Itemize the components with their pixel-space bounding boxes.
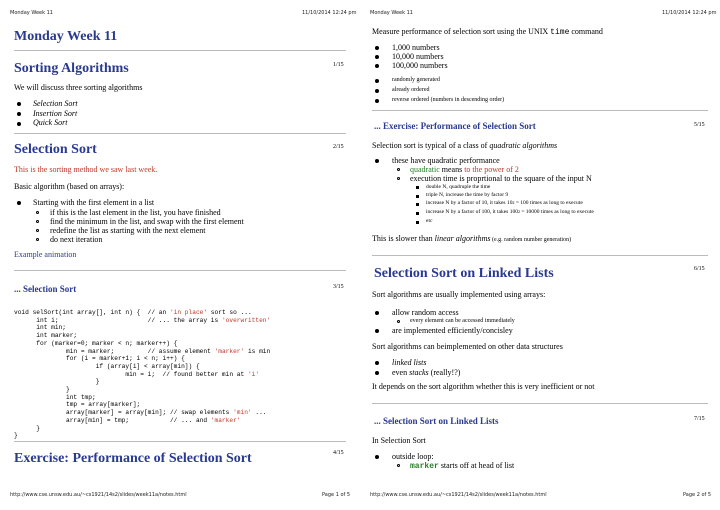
code-line: min = i; // found better min at 'i': [14, 370, 260, 378]
slide-title: Selection Sort on Linked Lists: [374, 266, 554, 281]
bullet: [375, 455, 379, 459]
example-animation-link[interactable]: Example animation: [14, 250, 77, 259]
measure-cmd: time: [550, 28, 570, 37]
sub-bullet: [36, 238, 39, 241]
sub-bullet: [397, 177, 400, 180]
slower-post: (e.g. random number generation): [490, 237, 572, 243]
sub-bullet: [397, 168, 400, 171]
list-item: if this is the last element in the list, you have finished: [50, 208, 221, 217]
list-item: [426, 201, 583, 207]
code-line: array[min] = tmp; // ... and 'marker': [14, 416, 241, 424]
list-item: outside loop:: [392, 452, 434, 461]
list-item: double N, quadruple the time: [426, 184, 491, 190]
code-line: void selSort(int array[], int n) { // an 'in place' sort so ...: [14, 309, 252, 316]
bullet: [17, 112, 21, 116]
slide-number: 4/15: [333, 450, 344, 456]
list-item: every element can be accessed immediately: [410, 318, 515, 324]
list-item: [410, 462, 514, 471]
code-line: min = marker; // assume element 'marker' is min: [14, 347, 271, 355]
quad-red: to the power of 2: [464, 165, 519, 174]
bullet: [17, 201, 21, 205]
list-item: [426, 210, 594, 216]
list-item: 1,000 numbers: [392, 43, 440, 52]
superscript: 2: [512, 200, 515, 205]
bullet: [17, 102, 21, 106]
slower-text: [372, 235, 571, 243]
even-em: stacks: [409, 368, 429, 377]
slide-number: 2/15: [333, 144, 344, 150]
footer-page: Page 2 of 5: [683, 492, 712, 498]
usual-text: Sort algorithms are usually implemented using arrays:: [372, 290, 546, 299]
divider: [372, 403, 708, 404]
list-item: 100,000 numbers: [392, 61, 448, 70]
header-date: 11/10/2014 12:24 pm: [662, 10, 717, 16]
list-item: randomly generated: [392, 77, 440, 83]
week-title: Monday Week 11: [14, 29, 118, 44]
footer-page: Page 1 of 5: [322, 492, 351, 498]
list-item: [410, 166, 519, 174]
code-block: [14, 309, 270, 440]
bullet: [375, 79, 379, 83]
list-item: linked lists: [392, 358, 427, 367]
slide-number: 7/15: [694, 416, 705, 422]
list-item: etc: [426, 218, 433, 224]
measure-text: [372, 28, 603, 37]
slide-title: ... Selection Sort on Linked Lists: [374, 416, 499, 426]
depends-text: It depends on the sort algorithm whether this is very inefficient or not: [372, 382, 595, 391]
list-item: Starting with the first element in a list: [33, 198, 155, 207]
header-title: Monday Week 11: [10, 10, 53, 16]
square-bullet: [416, 212, 419, 215]
bullet: [375, 361, 379, 365]
bullet: [375, 99, 379, 103]
bullet: [375, 371, 379, 375]
list-item: are implemented efficiently/concisley: [392, 326, 513, 335]
code-string: 'marker': [214, 347, 245, 355]
basic-text: Basic algorithm (based on arrays):: [14, 182, 125, 191]
bullet: [375, 159, 379, 163]
even-post: (really!?): [428, 368, 461, 377]
divider: [372, 255, 708, 256]
list-item: [392, 369, 460, 377]
bullet: [375, 329, 379, 333]
slower-em: linear algorithms: [434, 234, 491, 243]
bullet: [375, 64, 379, 68]
list-item: Quick Sort: [33, 118, 68, 127]
footer-url: http://www.cse.unsw.edu.au/~cs1921/14s2/slides/week11a/notes.html: [10, 492, 187, 498]
header-date: 11/10/2014 12:24 pm: [302, 10, 357, 16]
list-item: find the minimum in the list, and swap with the first element: [50, 217, 244, 226]
square-bullet: [416, 203, 419, 206]
even-pre: even: [392, 368, 410, 377]
list-item: execution time is proprtional to the square of the input N: [410, 174, 592, 183]
divider: [14, 133, 346, 134]
list-item: reverse ordered (numbers in descending order): [392, 97, 505, 103]
divider: [372, 110, 708, 111]
slide-title: Exercise: Performance of Selection Sort: [14, 451, 252, 466]
bullet: [375, 89, 379, 93]
marker-code: marker: [410, 462, 439, 471]
starts-text: starts off at head of list: [438, 461, 515, 470]
header-title: Monday Week 11: [370, 10, 413, 16]
list-item: redefine the list as starting with the next element: [50, 226, 206, 235]
code-line: int marker;: [14, 332, 78, 340]
list-item: do next iteration: [50, 235, 103, 244]
slide-title: ... Exercise: Performance of Selection Sort: [374, 121, 536, 131]
sub-bullet: [36, 229, 39, 232]
square-bullet: [416, 186, 419, 189]
code-line: array[marker] = array[min]; // swap elements 'min' ...: [14, 409, 267, 417]
bullet: [375, 46, 379, 50]
slower-pre: This is slower than: [372, 234, 435, 243]
code-string: 'in place': [169, 309, 208, 316]
code-line: int i; // ... the array is 'overwritten': [14, 316, 271, 324]
bullet: [375, 311, 379, 315]
typical-em: quadratic algorithms: [489, 141, 558, 150]
list-item: allow random access: [392, 308, 459, 317]
code-string: 'i': [247, 370, 260, 378]
intro-text: We will discuss three sorting algorithms: [14, 83, 143, 92]
list-item: 10,000 numbers: [392, 52, 444, 61]
code-line: if (array[i] < array[min]) {: [14, 362, 200, 370]
inc10-pre: increase N by a factor of 10, it takes 10: [426, 200, 513, 206]
code-string: 'marker': [210, 416, 241, 424]
quad-word: quadratic: [410, 165, 440, 174]
bullet: [375, 55, 379, 59]
sub-bullet: [36, 211, 39, 214]
code-line: for (marker=0; marker < n; marker++) {: [14, 339, 178, 347]
code-line: }: [14, 432, 18, 440]
list-item: already ordered: [392, 87, 430, 93]
sub-bullet: [397, 320, 400, 323]
can-text: Sort algorithms can beimplemented on other data structures: [372, 342, 563, 351]
divider: [14, 50, 346, 51]
slide-title: ... Selection Sort: [14, 284, 77, 294]
divider: [14, 441, 346, 442]
list-item: Selection Sort: [33, 99, 78, 108]
code-string: 'min': [233, 409, 252, 417]
code-line: int min;: [14, 324, 66, 332]
sub-bullet: [397, 464, 400, 467]
note-text: This is the sorting method we saw last week.: [14, 165, 158, 174]
square-bullet: [416, 195, 419, 198]
sub-bullet: [36, 220, 39, 223]
slide-number: 6/15: [694, 266, 705, 272]
typical-pre: Selection sort is typical of a class of: [372, 141, 490, 150]
bullet: [17, 122, 21, 126]
quad-rest: means: [439, 165, 465, 174]
list-item: these have quadratic performance: [392, 156, 500, 165]
code-line: int tmp;: [14, 393, 96, 401]
code-line: tmp = array[marker];: [14, 401, 141, 409]
slide-title: Sorting Algorithms: [14, 61, 129, 76]
slide-number: 5/15: [694, 122, 705, 128]
divider: [14, 270, 346, 271]
footer-url: http://www.cse.unsw.edu.au/~cs1921/14s2/slides/week11a/notes.html: [370, 492, 547, 498]
measure-pre: Measure performance of selection sort using the UNIX: [372, 27, 551, 36]
square-bullet: [416, 221, 419, 224]
inc100-pre: increase N by a factor of 100, it takes 100: [426, 209, 518, 215]
list-item: Insertion Sort: [33, 109, 78, 118]
code-line: }: [14, 424, 40, 432]
list-item: triple N, increase the time by factor 9: [426, 192, 509, 198]
inc100-post: = 10000 times as long to execute: [519, 209, 594, 215]
page-right: [360, 0, 720, 510]
measure-post: command: [569, 27, 603, 36]
slide-number: 3/15: [333, 284, 344, 290]
code-string: 'overwritten': [221, 316, 271, 324]
slide-number: 1/15: [333, 62, 344, 68]
typical-text: [372, 142, 557, 150]
code-line: }: [14, 378, 100, 386]
code-line: }: [14, 386, 70, 394]
code-line: for (i = marker+1; i < n; i++) {: [14, 355, 185, 363]
superscript: 2: [517, 209, 520, 214]
inc10-post: = 100 times as long to execute: [514, 200, 583, 206]
slide-title: Selection Sort: [14, 142, 97, 157]
in-text: In Selection Sort: [372, 436, 426, 445]
